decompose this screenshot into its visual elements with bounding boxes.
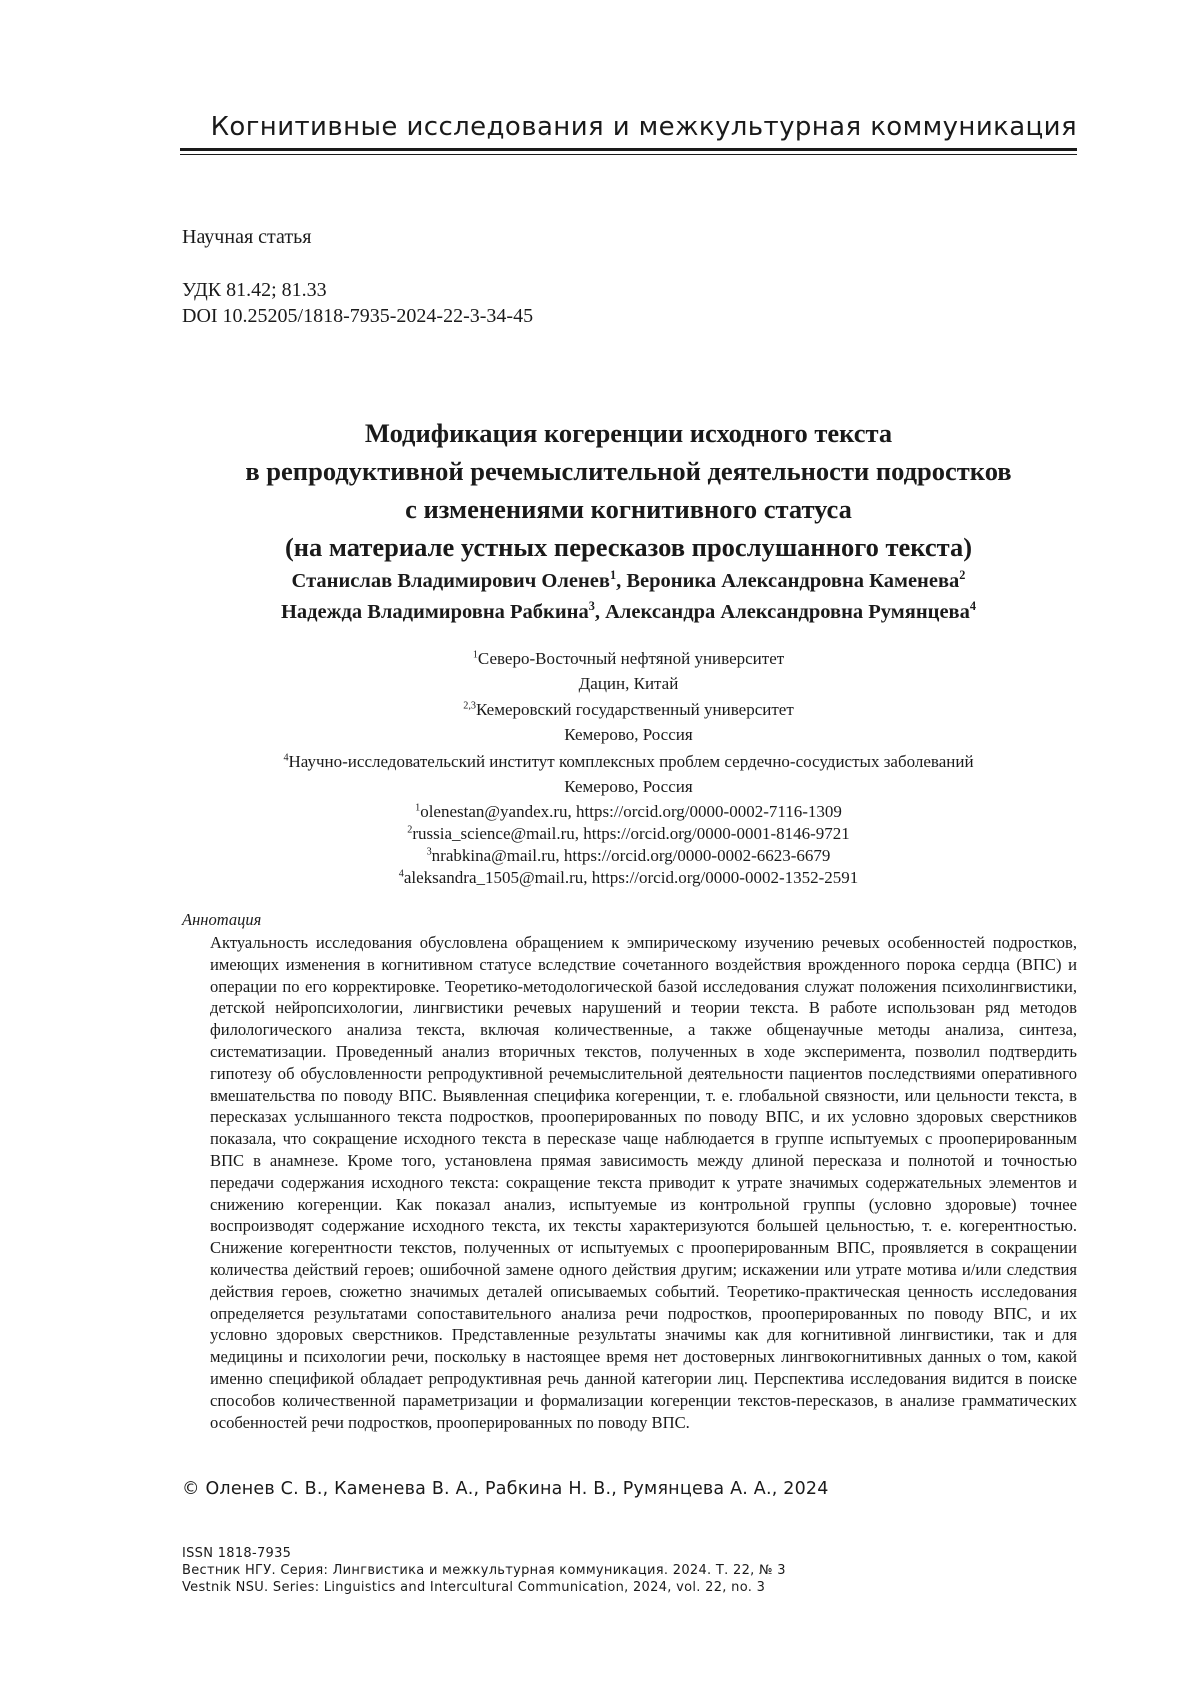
affiliation-sup: 2,3 xyxy=(463,700,476,711)
journal-page xyxy=(0,0,1200,1697)
author-name: Александра Александровна Румянцева xyxy=(605,601,970,623)
contact-text[interactable]: nrabkina@mail.ru, https://orcid.org/0000-0002-6623-6679 xyxy=(432,846,831,865)
contact-sup: 4 xyxy=(399,868,404,879)
contact-line xyxy=(180,801,1077,823)
affiliation-org: Северо-Восточный нефтяной университет xyxy=(478,649,784,668)
author-name: Надежда Владимировна Рабкина xyxy=(281,601,589,623)
footer-citation-ru: Вестник НГУ. Серия: Лингвистика и межкультурная коммуникация. 2024. Т. 22, № 3 xyxy=(182,1562,786,1579)
header-rule-thick xyxy=(180,148,1077,151)
affiliation xyxy=(180,749,1077,799)
affiliation xyxy=(180,646,1077,696)
header-rule-thin xyxy=(180,154,1077,155)
contact-sup: 3 xyxy=(427,846,432,857)
authors-line-1 xyxy=(180,566,1077,597)
contact-line xyxy=(180,845,1077,867)
title-line: с изменениями когнитивного статуса xyxy=(180,490,1077,528)
running-head: Когнитивные исследования и межкультурная коммуникация xyxy=(180,112,1077,142)
contact-text[interactable]: olenestan@yandex.ru, https://orcid.org/0000-0002-7116-1309 xyxy=(420,802,842,821)
contact-text[interactable]: aleksandra_1505@mail.ru, https://orcid.org/0000-0002-1352-2591 xyxy=(404,868,858,887)
author-name: Станислав Владимирович Оленев xyxy=(292,570,610,592)
contact-line xyxy=(180,823,1077,845)
affiliation-org: Научно-исследовательский институт комплексных проблем сердечно-сосудистых заболеваний xyxy=(289,752,974,771)
affiliation-city: Дацин, Китай xyxy=(180,671,1077,696)
author-sup: 4 xyxy=(970,599,976,613)
footer-citation-en: Vestnik NSU. Series: Linguistics and Intercultural Communication, 2024, vol. 22, no. 3 xyxy=(182,1579,786,1596)
title-line: в репродуктивной речемыслительной деятельности подростков xyxy=(180,452,1077,490)
affiliation xyxy=(180,697,1077,747)
affiliation-sup: 1 xyxy=(473,649,478,660)
article-title xyxy=(180,414,1077,566)
footer-issn: ISSN 1818-7935 xyxy=(182,1545,786,1562)
affiliation-sup: 4 xyxy=(283,752,288,763)
contact-sup: 1 xyxy=(415,802,420,813)
abstract-label: Аннотация xyxy=(182,910,261,930)
author-sup: 3 xyxy=(589,599,595,613)
author-contacts xyxy=(180,801,1077,889)
authors-line-2 xyxy=(180,597,1077,628)
affiliation-city: Кемерово, Россия xyxy=(180,722,1077,747)
authors xyxy=(180,566,1077,628)
article-type: Научная статья xyxy=(182,226,311,249)
affiliation-org: Кемеровский государственный университет xyxy=(476,700,794,719)
doi: DOI 10.25205/1818-7935-2024-22-3-34-45 xyxy=(182,305,533,328)
contact-sup: 2 xyxy=(407,824,412,835)
contact-text[interactable]: russia_science@mail.ru, https://orcid.org/0000-0001-8146-9721 xyxy=(412,824,849,843)
footer xyxy=(182,1545,786,1596)
udc-code: УДК 81.42; 81.33 xyxy=(182,279,327,302)
copyright: © Оленев С. В., Каменева В. А., Рабкина Н. В., Румянцева А. А., 2024 xyxy=(182,1479,829,1499)
author-separator: , xyxy=(595,601,605,623)
author-sup: 2 xyxy=(959,568,965,582)
title-line: Модификация когеренции исходного текста xyxy=(180,414,1077,452)
abstract-text: Актуальность исследования обусловлена обращением к эмпирическому изучению речевых особенностей подростков, имеющих изменения в когнитивном статусе вследствие сочетанного воздействия врожденного порока сердца (ВПС) и операции по его корректировке. Теоретико-методологической базой исследования служат положения психолингвистики, детской нейропсихологии, лингвистики речевых нарушений и теории текста. В работе использован ряд методов филологического анализа текста, включая количественные, а также общенаучные методы анализа, синтеза, систематизации. Проведенный анализ вторичных текстов, полученных в ходе эксперимента, позволил подтвердить гипотезу об обусловленности репродуктивной речемыслительной деятельности пациентов последствиями оперативного вмешательства по поводу ВПС. Выявленная специфика когеренции, т. е. глобальной связности, или цельности текста, в пересказах услышанного текста подростков, прооперированных по поводу ВПС, и их условно здоровых сверстников показала, что сокращение исходного текста в пересказе чаще наблюдается в группе испытуемых с прооперированным ВПС в анамнезе. Кроме того, установлена прямая зависимость между длиной пересказа и полнотой и точностью передачи содержания исходного текста: сокращение текста приводит к утрате значимых содержательных элементов и снижению когеренции. Как показал анализ, испытуемые из контрольной группы (условно здоровые) точнее воспроизводят содержание исходного текста, их тексты характеризуются большей цельностью, т. е. когерентностью. Снижение когерентности текстов, полученных от испытуемых с прооперированным ВПС, проявляется в сокращении количества действий героев; ошибочной замене одного действия другим; искажении или утрате мотива и/или следствия действия героев, сюжетно значимых деталей описываемых событий. Теоретико-практическая ценность исследования определяется результатами сопоставительного анализа речи подростков, прооперированных по поводу ВПС, и их условно здоровых сверстников. Представленные результаты значимы как для когнитивной лингвистики, так и для медицины и психологии речи, поскольку в настоящее время нет достоверных лингвокогнитивных данных о том, какой именно спецификой обладает репродуктивная речь данной категории лиц. Перспектива исследования видится в поиске способов количественной параметризации и формализации когеренции текстов-пересказов, в анализе грамматических особенностей речи подростков, прооперированных по поводу ВПС. xyxy=(210,932,1077,1433)
affiliation-city: Кемерово, Россия xyxy=(180,774,1077,799)
title-line: (на материале устных пересказов прослушанного текста) xyxy=(180,528,1077,566)
author-separator: , xyxy=(616,570,626,592)
contact-line xyxy=(180,867,1077,889)
author-name: Вероника Александровна Каменева xyxy=(626,570,959,592)
author-sup: 1 xyxy=(610,568,616,582)
